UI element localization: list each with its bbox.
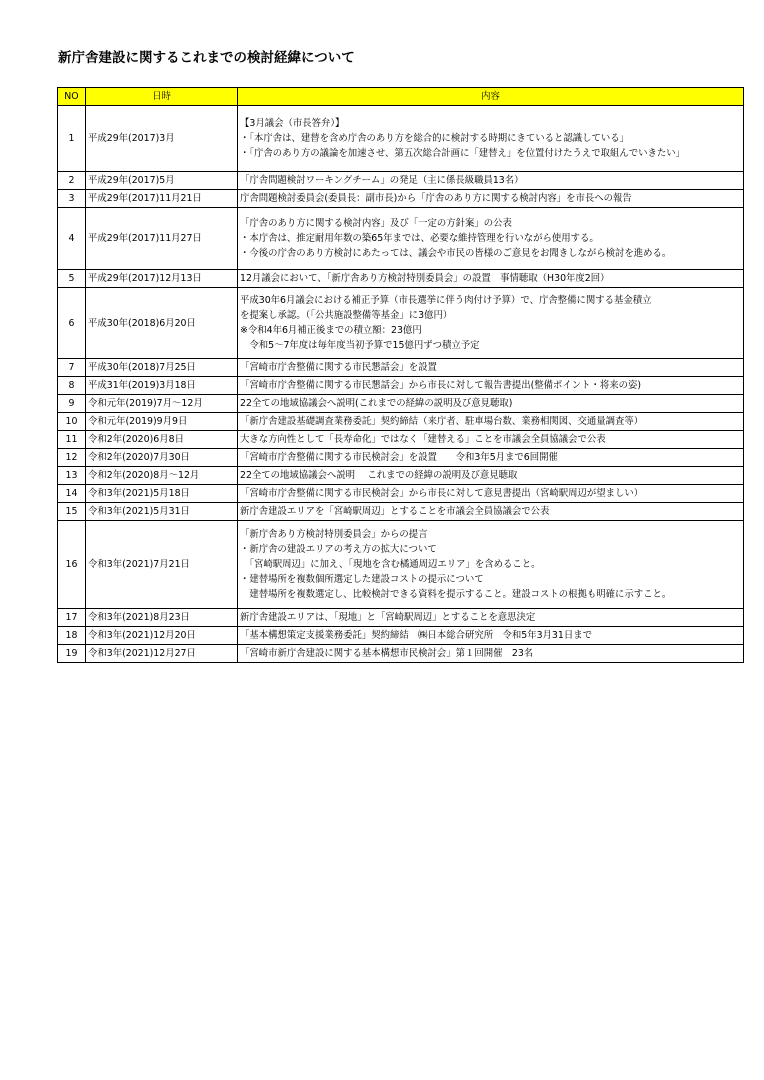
row-content bbox=[238, 395, 744, 413]
header-content: 内容 bbox=[238, 88, 744, 106]
row-number: 5 bbox=[58, 270, 86, 288]
row-number: 1 bbox=[58, 106, 86, 172]
table-row bbox=[58, 449, 744, 467]
row-date: 平成31年(2019)3月18日 bbox=[86, 377, 238, 395]
content-line: 「基本構想策定支援業務委託」契約締結 ㈱日本総合研究所 令和5年3月31日まで bbox=[240, 630, 592, 641]
content-line: 「宮崎市庁舎整備に関する市民検討会」から市長に対して意見書提出（宮崎駅周辺が望ましい） bbox=[240, 488, 644, 499]
row-number: 10 bbox=[58, 413, 86, 431]
row-date: 令和3年(2021)5月31日 bbox=[86, 503, 238, 521]
content-line: 「宮崎市新庁舎建設に関する基本構想市民検討会」第１回開催 23名 bbox=[240, 648, 534, 659]
row-date: 平成29年(2017)3月 bbox=[86, 106, 238, 172]
content-line: 22全ての地域協議会へ説明(これまでの経緯の説明及び意見聴取) bbox=[240, 398, 513, 409]
table-row bbox=[58, 431, 744, 449]
row-content bbox=[238, 377, 744, 395]
content-line: 「新庁舎建設基礎調査業務委託」契約締結（来庁者、駐車場台数、業務相関図、交通量調査等） bbox=[240, 416, 644, 427]
table-row bbox=[58, 377, 744, 395]
table-row bbox=[58, 208, 744, 270]
row-number: 19 bbox=[58, 645, 86, 663]
content-line: 12月議会において、「新庁舎あり方検討特別委員会」の設置 事情聴取（H30年度2回） bbox=[240, 273, 610, 284]
row-number: 18 bbox=[58, 627, 86, 645]
row-number: 17 bbox=[58, 609, 86, 627]
content-line: 平成30年6月議会における補正予算（市長選挙に伴う肉付け予算）で、庁舎整備に関する基金積立 bbox=[240, 295, 652, 306]
content-line: を提案し承認。（「公共施設整備等基金」に3億円） bbox=[240, 310, 453, 321]
row-content bbox=[238, 609, 744, 627]
table-row bbox=[58, 609, 744, 627]
row-content bbox=[238, 521, 744, 609]
row-date: 令和3年(2021)7月21日 bbox=[86, 521, 238, 609]
row-number: 16 bbox=[58, 521, 86, 609]
row-number: 13 bbox=[58, 467, 86, 485]
row-date: 平成29年(2017)11月21日 bbox=[86, 190, 238, 208]
history-table bbox=[57, 87, 744, 663]
content-line: ・建替場所を複数個所選定した建設コストの提示について bbox=[240, 574, 484, 585]
table-row bbox=[58, 627, 744, 645]
row-content bbox=[238, 288, 744, 359]
row-content bbox=[238, 413, 744, 431]
content-line: 建替場所を複数選定し、比較検討できる資料を提示すること。建設コストの根拠も明確に示すこと。 bbox=[240, 589, 672, 600]
table-row bbox=[58, 645, 744, 663]
page-title: 新庁舎建設に関するこれまでの検討経緯について bbox=[58, 50, 355, 66]
content-line: 「宮崎市庁舎整備に関する市民懇話会」を設置 bbox=[240, 362, 437, 373]
content-line: ・今後の庁舎のあり方検討にあたっては、議会や市民の皆様のご意見をお聞きしながら検討を進める。 bbox=[240, 248, 672, 259]
table-row bbox=[58, 467, 744, 485]
content-line: 「宮崎市庁舎整備に関する市民検討会」を設置 令和3年5月まで6回開催 bbox=[240, 452, 558, 463]
row-number: 11 bbox=[58, 431, 86, 449]
row-number: 6 bbox=[58, 288, 86, 359]
header-no: NO bbox=[58, 88, 86, 106]
content-line: 新庁舎建設エリアを「宮崎駅周辺」とすることを市議会全員協議会で公表 bbox=[240, 506, 550, 517]
row-date: 令和3年(2021)12月20日 bbox=[86, 627, 238, 645]
row-date: 令和3年(2021)8月23日 bbox=[86, 609, 238, 627]
content-line: 「庁舎のあり方に関する検討内容」及び「一定の方針案」の公表 bbox=[240, 218, 512, 229]
row-content bbox=[238, 467, 744, 485]
row-number: 4 bbox=[58, 208, 86, 270]
row-content bbox=[238, 485, 744, 503]
row-date: 令和元年(2019)9月9日 bbox=[86, 413, 238, 431]
row-content bbox=[238, 106, 744, 172]
row-content bbox=[238, 359, 744, 377]
row-content bbox=[238, 503, 744, 521]
row-date: 令和2年(2020)8月～12月 bbox=[86, 467, 238, 485]
row-date: 令和元年(2019)7月～12月 bbox=[86, 395, 238, 413]
table-row bbox=[58, 190, 744, 208]
row-date: 平成29年(2017)12月13日 bbox=[86, 270, 238, 288]
row-date: 平成30年(2018)7月25日 bbox=[86, 359, 238, 377]
row-number: 8 bbox=[58, 377, 86, 395]
row-number: 12 bbox=[58, 449, 86, 467]
content-line: 22全ての地域協議会へ説明 これまでの経緯の説明及び意見聴取 bbox=[240, 470, 518, 481]
content-line: ・本庁舎は、推定耐用年数の築65年までは、必要な維持管理を行いながら使用する。 bbox=[240, 233, 599, 244]
table-row bbox=[58, 503, 744, 521]
table-row bbox=[58, 359, 744, 377]
content-line: 「庁舎問題検討ワーキングチーム」の発足（主に係長級職員13名） bbox=[240, 175, 524, 186]
row-number: 7 bbox=[58, 359, 86, 377]
table-row bbox=[58, 485, 744, 503]
header-date: 日時 bbox=[86, 88, 238, 106]
table-body bbox=[58, 106, 744, 663]
row-content bbox=[238, 627, 744, 645]
content-line: 「新庁舎あり方検討特別委員会」からの提言 bbox=[240, 529, 428, 540]
content-line: ・「庁舎のあり方の議論を加速させ、第五次総合計画に「建替え」を位置付けたうえで取組んでいきたい」 bbox=[240, 148, 686, 159]
table-row bbox=[58, 395, 744, 413]
table-row bbox=[58, 172, 744, 190]
row-date: 平成29年(2017)5月 bbox=[86, 172, 238, 190]
content-line: 庁舎問題検討委員会(委員長：副市長)から「庁舎のあり方に関する検討内容」を市長への報告 bbox=[240, 193, 632, 204]
row-number: 3 bbox=[58, 190, 86, 208]
row-content bbox=[238, 449, 744, 467]
table-header-row bbox=[58, 88, 744, 106]
content-line: 「宮崎駅周辺」に加え、「現地を含む橘通周辺エリア」を含めること。 bbox=[240, 559, 541, 570]
row-date: 令和2年(2020)6月8日 bbox=[86, 431, 238, 449]
row-number: 14 bbox=[58, 485, 86, 503]
row-number: 9 bbox=[58, 395, 86, 413]
content-line: 新庁舎建設エリアは、「現地」と「宮崎駅周辺」とすることを意思決定 bbox=[240, 612, 536, 623]
row-date: 令和3年(2021)12月27日 bbox=[86, 645, 238, 663]
row-content bbox=[238, 645, 744, 663]
content-line: 大きな方向性として「長寿命化」ではなく「建替える」ことを市議会全員協議会で公表 bbox=[240, 434, 606, 445]
table-row bbox=[58, 288, 744, 359]
content-line: 令和5～7年度は毎年度当初予算で15億円ずつ積立予定 bbox=[240, 340, 480, 351]
content-line: ・「本庁舎は、建替を含め庁舎のあり方を総合的に検討する時期にきていると認識している」 bbox=[240, 133, 630, 144]
row-content bbox=[238, 190, 744, 208]
table-row bbox=[58, 106, 744, 172]
table-row bbox=[58, 521, 744, 609]
content-line: 【3月議会（市長答弁）】 bbox=[240, 118, 345, 129]
content-line: ・新庁舎の建設エリアの考え方の拡大について bbox=[240, 544, 437, 555]
row-date: 令和3年(2021)5月18日 bbox=[86, 485, 238, 503]
row-content bbox=[238, 270, 744, 288]
row-content bbox=[238, 172, 744, 190]
row-date: 平成30年(2018)6月20日 bbox=[86, 288, 238, 359]
row-date: 令和2年(2020)7月30日 bbox=[86, 449, 238, 467]
content-line: 「宮崎市庁舎整備に関する市民懇話会」から市長に対して報告書提出(整備ポイント・将来の姿) bbox=[240, 380, 642, 391]
table-row bbox=[58, 270, 744, 288]
row-content bbox=[238, 431, 744, 449]
content-line: ※令和4年6月補正後までの積立額：23億円 bbox=[240, 325, 422, 336]
row-date: 平成29年(2017)11月27日 bbox=[86, 208, 238, 270]
row-number: 2 bbox=[58, 172, 86, 190]
row-content bbox=[238, 208, 744, 270]
table-row bbox=[58, 413, 744, 431]
row-number: 15 bbox=[58, 503, 86, 521]
